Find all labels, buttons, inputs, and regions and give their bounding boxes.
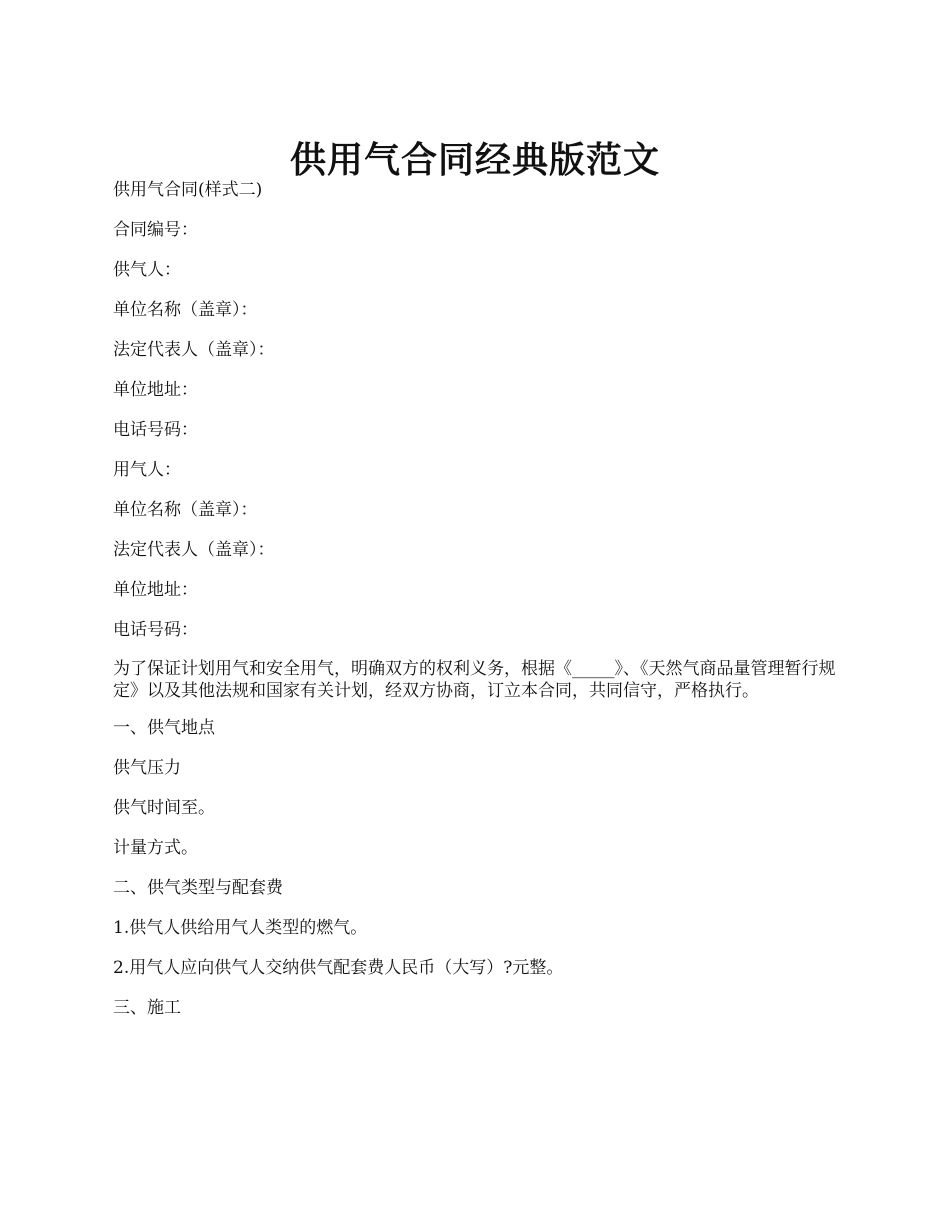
paragraph-user-address: 单位地址： xyxy=(113,580,198,600)
paragraph-section-1-heading: 一、供气地点 xyxy=(113,718,215,738)
paragraph-section-3-heading: 三、施工 xyxy=(113,998,181,1018)
document-body xyxy=(113,178,843,1036)
paragraph-supply-time: 供气时间至。 xyxy=(113,798,215,818)
paragraph-supplier-phone: 电话号码： xyxy=(113,420,198,440)
paragraph-contract-style: 供用气合同(样式二) xyxy=(113,180,263,200)
paragraph-metering-method: 计量方式。 xyxy=(113,838,198,858)
paragraph-supplier-unit-name: 单位名称（盖章）： xyxy=(113,300,258,320)
paragraph-user: 用气人： xyxy=(113,460,181,480)
paragraph-supplier-legal-rep: 法定代表人（盖章）： xyxy=(113,340,275,360)
paragraph-preamble: 为了保证计划用气和安全用气，明确双方的权利义务，根据《_____》、《天然气商品量管理暂行规定》以及其他法规和国家有关计划，经双方协商，订立本合同，共同信守，严格执行。 xyxy=(113,659,836,701)
paragraph-contract-number: 合同编号： xyxy=(113,220,198,240)
paragraph-user-unit-name: 单位名称（盖章）： xyxy=(113,500,258,520)
paragraph-section-2-heading: 二、供气类型与配套费 xyxy=(113,878,283,898)
paragraph-gas-type: 1.供气人供给用气人类型的燃气。 xyxy=(113,918,368,938)
paragraph-supply-fee: 2.用气人应向供气人交纳供气配套费人民币（大写）?元整。 xyxy=(113,958,564,978)
document-title: 供用气合同经典版范文 xyxy=(289,139,660,182)
paragraph-supply-pressure: 供气压力 xyxy=(113,758,181,778)
paragraph-supplier-address: 单位地址： xyxy=(113,380,198,400)
paragraph-user-phone: 电话号码： xyxy=(113,620,198,640)
paragraph-user-legal-rep: 法定代表人（盖章）： xyxy=(113,540,275,560)
paragraph-supplier: 供气人： xyxy=(113,260,181,280)
